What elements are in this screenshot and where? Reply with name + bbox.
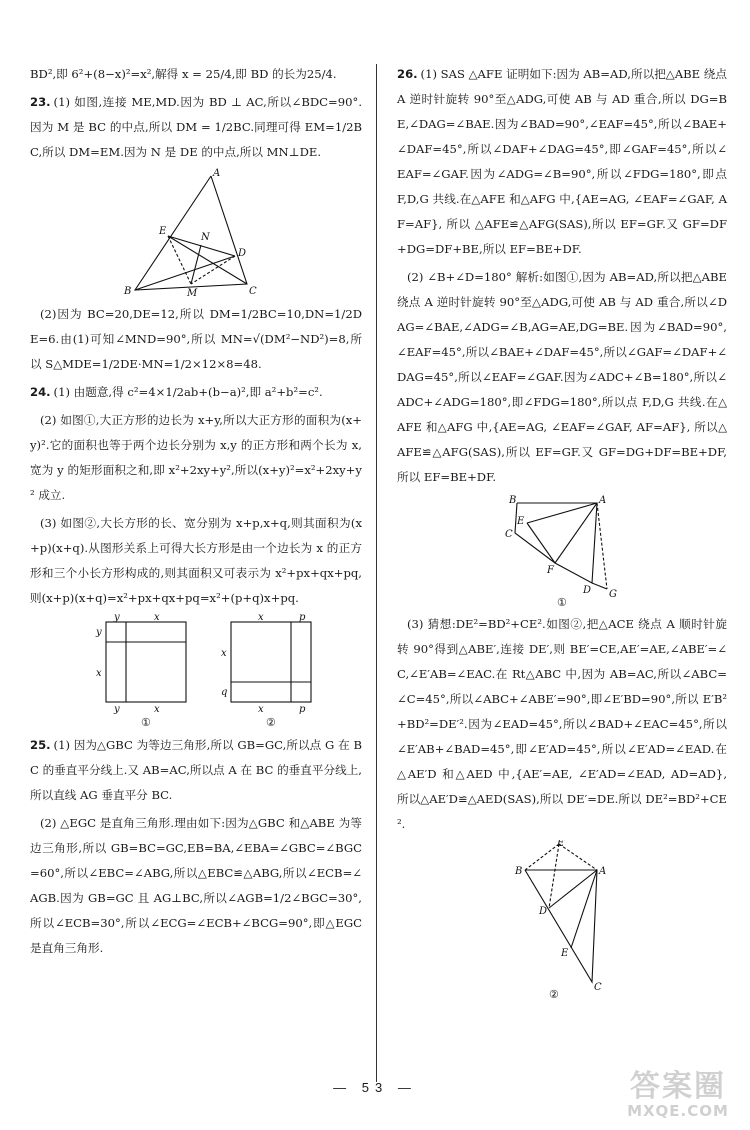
label-d: D	[238, 248, 247, 259]
watermark-logo	[612, 1069, 744, 1126]
figure-26-2	[487, 840, 637, 1000]
sq1-label-left-y: y	[96, 627, 102, 638]
page-number: — 53 —	[333, 1080, 417, 1095]
label-e: E	[159, 226, 167, 237]
sq1-label-top-x: x	[154, 614, 160, 623]
sq1-label-top-y: y	[114, 614, 120, 623]
fig26b-label-e: E	[561, 948, 569, 959]
sq2-label-top-p: p	[299, 614, 306, 623]
left-column	[30, 62, 362, 964]
fig26a-caption: ①	[557, 596, 567, 608]
question-number: 26.	[397, 67, 418, 81]
q23-part2: (2)因为 BC=20,DE=12,所以 DM=1/2BC=10,DN=1/2DE=6.由(1)可知∠MND=90°,所以 MN=√(DM²−ND²)=8,所以 S△MDE=1/2DE·MN=1/2×12×8=48.	[30, 307, 362, 371]
triangle-figure-23	[121, 168, 271, 298]
fig26b-label-e-prime: E′	[557, 840, 567, 849]
square-figures-24	[46, 614, 346, 729]
right-column	[397, 62, 727, 1004]
fig26b-label-d: D	[539, 906, 548, 917]
fig26a-label-b: B	[509, 495, 517, 506]
q24-part1: (1) 由题意,得 c²=4×1/2ab+(b−a)²,即 a²+b²=c².	[53, 385, 323, 399]
q24-part2: (2) 如图①,大正方形的边长为 x+y,所以大正方形的面积为(x+y)².它的面积也等于两个边长分别为 x,y 的正方形和两个长为 x,宽为 y 的矩形面积之和,即 x²+2xy+y²,所以(x+y)²=x²+2xy+y² 成立.	[30, 413, 362, 502]
fig26b-caption: ②	[549, 988, 559, 1000]
sq2-label-bottom-x: x	[258, 704, 264, 715]
sq2-label-top-x: x	[258, 614, 264, 623]
label-b: B	[124, 286, 132, 297]
question-25	[30, 733, 362, 808]
fig26a-label-f: F	[547, 565, 554, 576]
question-26	[397, 62, 727, 262]
sq2-label-left-q: q	[221, 687, 228, 698]
fig26b-label-b: B	[515, 866, 523, 877]
fig26b-label-c: C	[594, 982, 602, 993]
label-a: A	[213, 168, 221, 179]
fig26a-label-g: G	[609, 589, 617, 600]
fig26a-label-e: E	[517, 516, 525, 527]
sq2-label-left-x: x	[221, 648, 227, 659]
watermark-text: 答案圈	[630, 1069, 726, 1104]
q25-part2: (2) △EGC 是直角三角形.理由如下:因为△GBC 和△ABE 为等边三角形,所以 GB=BC=GC,EB=BA,∠EBA=∠GBC=∠BGC=60°,所以∠EBC=∠ABG,所以△EBC≌△ABG,所以∠ECB=∠AGB.因为 GB=GC 且 AG⊥BC,所以∠AGB=1/2∠BGC=30°,所以∠ECB=30°,所以∠ECG=∠ECB+∠BCG=90°,即△EGC 是直角三角形.	[30, 816, 362, 955]
fig26a-label-d: D	[583, 585, 592, 596]
fig-caption-2: ②	[266, 716, 276, 729]
fig26a-label-c: C	[505, 529, 513, 540]
sq1-label-left-x: x	[96, 668, 102, 679]
question-24	[30, 380, 362, 405]
q25-part1: (1) 因为△GBC 为等边三角形,所以 GB=GC,所以点 G 在 BC 的垂直平分线上.又 AB=AC,所以点 A 在 BC 的垂直平分线上,所以直线 AG 垂直平分 BC.	[30, 738, 362, 802]
q23-part1: (1) 如图,连接 ME,MD.因为 BD ⊥ AC,所以∠BDC=90°.因为 M 是 BC 的中点,所以 DM = 1/2BC.同理可得 EM=1/2BC,所以 DM=EM.因为 N 是 DE 的中点,所以 MN⊥DE.	[30, 95, 362, 159]
fig26a-label-a: A	[599, 495, 607, 506]
q26-part3: (3) 猜想:DE²=BD²+CE².如图②,把△ACE 绕点 A 顺时针旋转 90°得到△ABE′,连接 DE′,则 BE′=CE,AE′=AE,∠ABE′=∠C,∠E′AB=∠EAC.在 Rt△ABC 中,因为 AB=AC,所以∠ABC=∠C=45°,所以∠ABC+∠ABE′=90°,即∠E′BD=90°,所以 E′B²+BD²=DE′².因为∠EAD=45°,所以∠BAD+∠EAC=45°,所以∠E′AB+∠BAD=45°,即∠E′AD=45°,所以∠E′AD=∠EAD.在△AE′D 和△AED 中,{AE′=AE, ∠E′AD=∠EAD, AD=AD}, 所以△AE′D≌△AED(SAS),所以 DE′=DE.所以 DE²=BD²+CE².	[397, 617, 727, 831]
question-number: 24.	[30, 385, 51, 399]
fig26b-label-a: A	[599, 866, 607, 877]
figure-26-1	[487, 493, 637, 608]
label-c: C	[249, 286, 257, 297]
sq1-label-bottom-x: x	[154, 704, 160, 715]
sq1-label-bottom-y: y	[114, 704, 120, 715]
fig-caption-1: ①	[141, 716, 151, 729]
label-n: N	[201, 232, 210, 243]
watermark-url: MXQE.COM	[627, 1102, 729, 1120]
question-number: 23.	[30, 95, 51, 109]
carryover-text: BD²,即 6²+(8−x)²=x²,解得 x = 25/4,即 BD 的长为25/4.	[30, 67, 337, 81]
q24-part3: (3) 如图②,大长方形的长、宽分别为 x+p,x+q,则其面积为(x+p)(x+q).从图形关系上可得大长方形是由一个边长为 x 的正方形和三个小长方形构成的,则其面积又可表示为 x²+px+qx+pq,则(x+p)(x+q)=x²+px+qx+pq=x²+(p+q)x+pq.	[30, 516, 362, 605]
label-m: M	[187, 288, 198, 298]
sq2-label-bottom-p: p	[299, 704, 306, 715]
q26-part1: (1) SAS △AFE 证明如下:因为 AB=AD,所以把△ABE 绕点 A 逆时针旋转 90°至△ADG,可使 AB 与 AD 重合,所以 DG=BE,∠DAG=∠BAE.因为∠BAD=90°,∠EAF=45°,所以∠BAE+∠DAF=45°,所以∠DAF+∠DAG=45°,即∠GAF=45°,所以∠EAF=∠GAF.因为∠ADG=∠B=90°,所以∠FDG=180°,即点 F,D,G 共线.在△AFE 和△AFG 中,{AE=AG, ∠EAF=∠GAF, AF=AF}, 所以 △AFE≌△AFG(SAS),所以 EF=GF.又 GF=DF+DG=DF+BE,所以 EF=BE+DF.	[397, 67, 727, 256]
question-23	[30, 90, 362, 165]
column-divider	[376, 64, 377, 1082]
question-number: 25.	[30, 738, 51, 752]
q26-part2: (2) ∠B+∠D=180° 解析:如图①,因为 AB=AD,所以把△ABE 绕点 A 逆时针旋转 90°至△ADG,可使 AB 与 AD 重合,所以∠DAG=∠BAE,∠ADG=∠B,AG=AE,DG=BE.因为∠BAD=90°,∠EAF=45°,所以∠BAE+∠DAF=45°,所以∠GAF=∠DAF+∠DAG=45°,所以∠EAF=∠GAF.因为∠ADC+∠B=180°,所以∠ADC+∠ADG=180°,即∠FDG=180°,所以点 F,D,G 共线.在△AFE 和△AFG 中,{AE=AG, ∠EAF=∠GAF, AF=AF}, 所以△AFE≌△AFG(SAS),所以 EF=GF.又 GF=DG+DF=BE+DF,所以 EF=BE+DF.	[397, 270, 727, 484]
